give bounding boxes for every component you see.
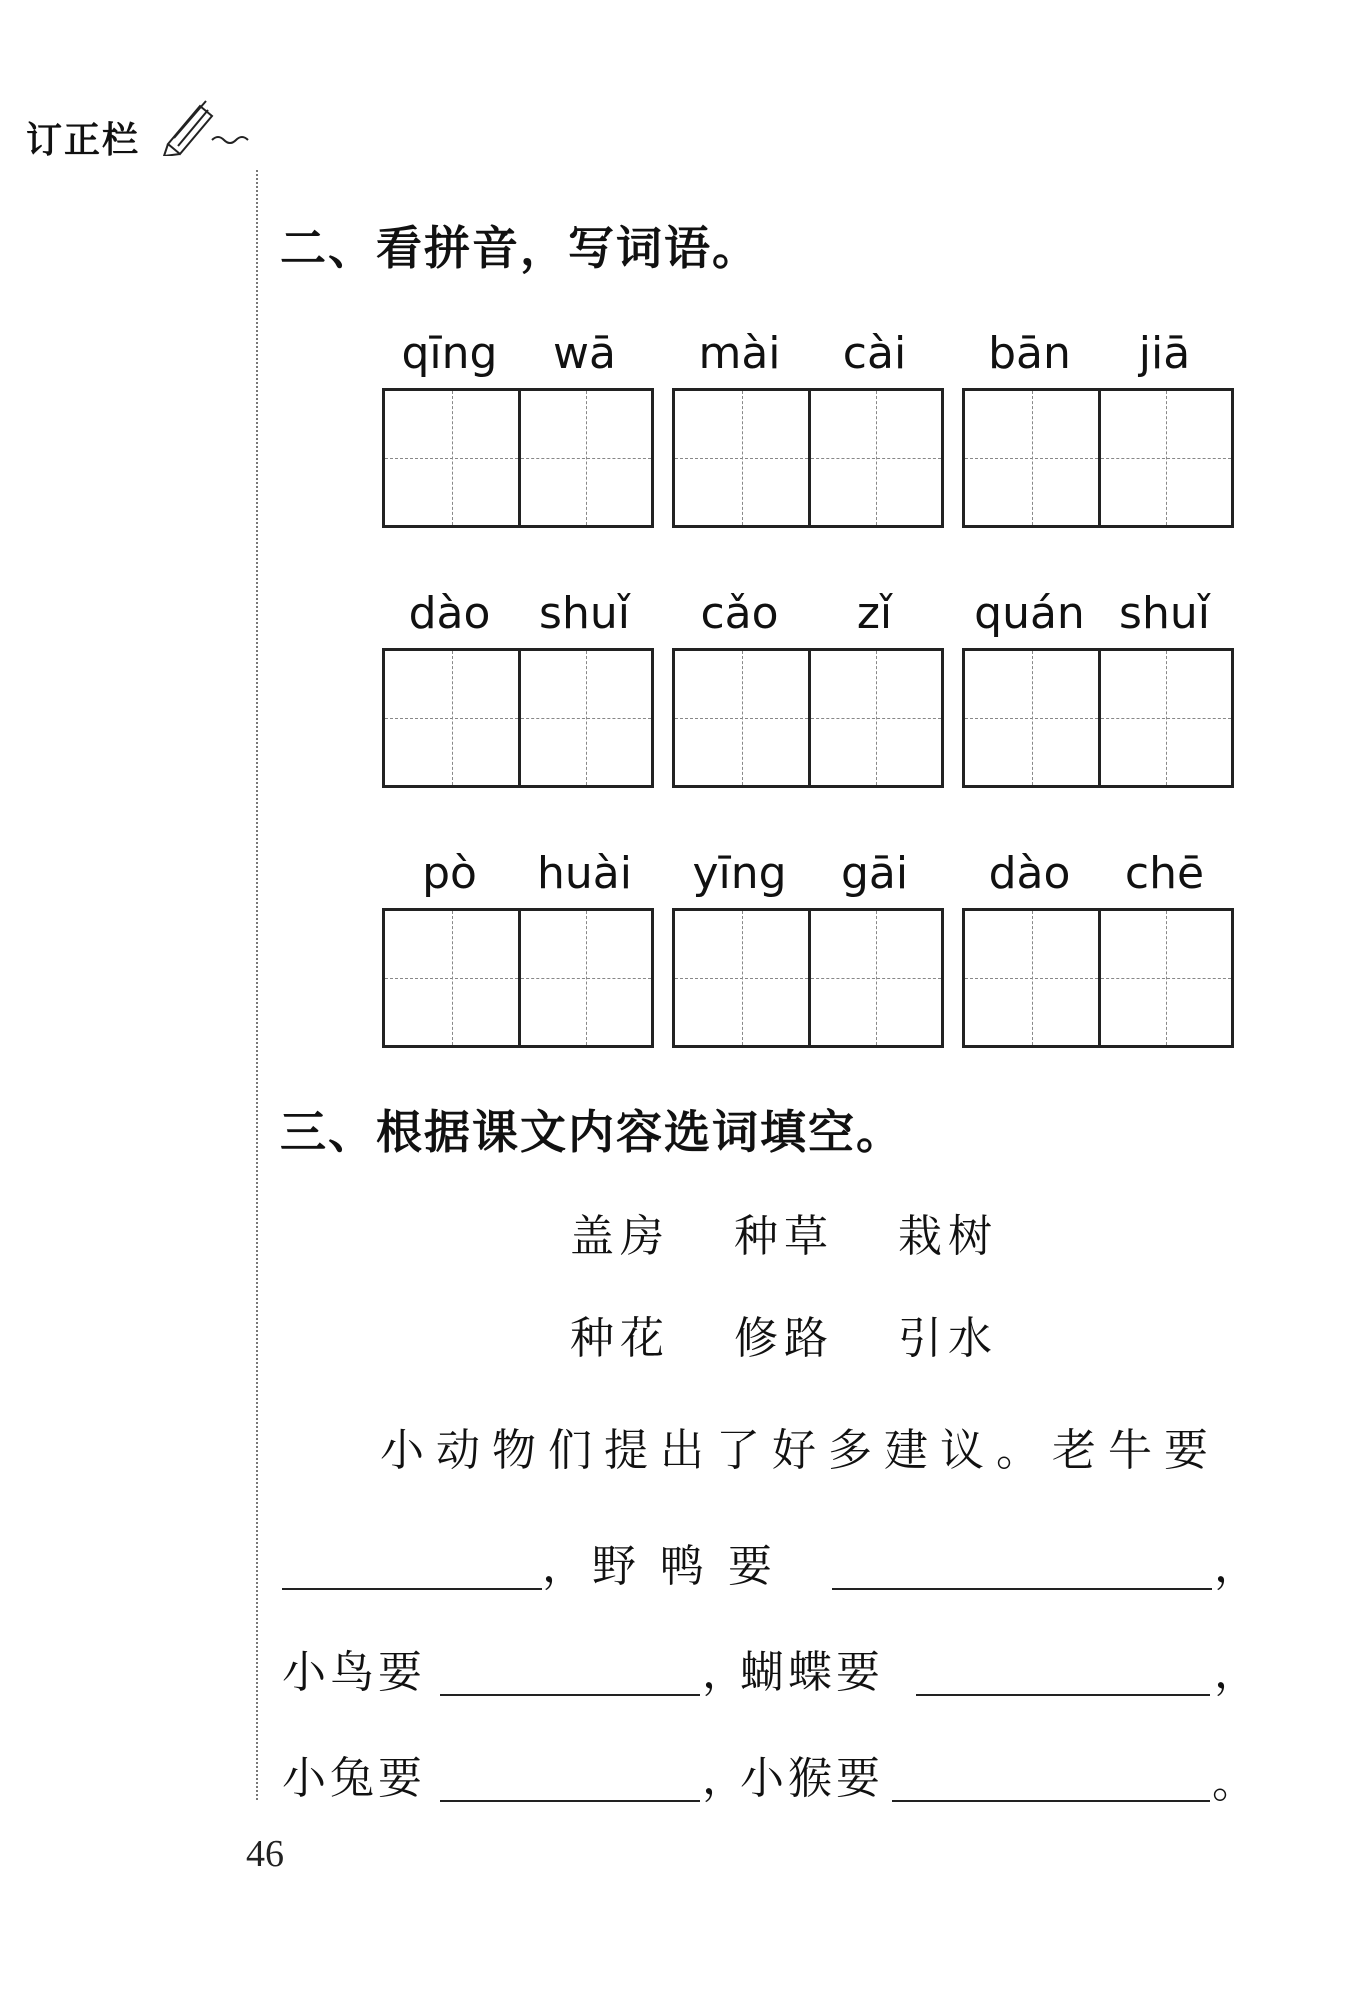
label-hudie: 蝴蝶要 <box>740 1647 884 1698</box>
period: 。 <box>1212 1757 1256 1808</box>
pinyin: quán <box>974 588 1085 639</box>
writing-grid[interactable] <box>672 908 944 1048</box>
pinyin: zǐ <box>856 588 893 639</box>
pinyin: bān <box>988 328 1071 379</box>
answer-blank-xiaotu[interactable] <box>440 1800 700 1802</box>
pinyin: wā <box>553 328 616 379</box>
writing-grid[interactable] <box>382 388 654 528</box>
answer-blank-laoniu[interactable] <box>282 1588 542 1590</box>
margin-divider <box>256 170 258 1800</box>
pinyin: huài <box>537 848 632 899</box>
comma: ， <box>1214 1647 1258 1698</box>
pinyin: yīng <box>692 848 787 899</box>
section-2-title: 二、看拼音，写词语。 <box>280 221 760 275</box>
answer-blank-hudie[interactable] <box>916 1694 1210 1696</box>
pinyin: chē <box>1124 848 1205 899</box>
word-bank-line-1 <box>570 1200 998 1264</box>
word-bank-item: 种草 <box>734 1211 834 1262</box>
word-bank-item: 种花 <box>570 1313 670 1364</box>
pinyin: jiā <box>1138 328 1191 379</box>
comma: ， <box>1214 1541 1258 1592</box>
pinyin: cài <box>842 328 907 379</box>
answer-blank-xiaohou[interactable] <box>892 1800 1210 1802</box>
writing-grid[interactable] <box>672 648 944 788</box>
word-bank-item: 盖房 <box>570 1211 670 1262</box>
writing-grid[interactable] <box>962 648 1234 788</box>
writing-grid[interactable] <box>962 388 1234 528</box>
label-xiaotu: 小兔要 <box>282 1753 426 1804</box>
pinyin: cǎo <box>700 588 779 639</box>
comma: ， <box>542 1541 586 1592</box>
label-xiaoniao: 小鸟要 <box>282 1647 426 1698</box>
pinyin: dào <box>408 588 491 639</box>
section-3-title: 三、根据课文内容选词填空。 <box>280 1105 904 1159</box>
pinyin: qīng <box>401 328 498 379</box>
writing-grid[interactable] <box>962 908 1234 1048</box>
answer-blank-yeya[interactable] <box>832 1588 1212 1590</box>
pinyin: shuǐ <box>539 588 630 639</box>
pencil-icon <box>160 96 250 156</box>
comma: ， <box>702 1647 746 1698</box>
pinyin: pò <box>422 848 477 899</box>
label-yeya: 野鸭要 <box>592 1541 796 1592</box>
word-bank-item: 修路 <box>734 1313 834 1364</box>
comma: ， <box>702 1753 746 1804</box>
writing-grid[interactable] <box>382 908 654 1048</box>
label-xiaohou: 小猴要 <box>740 1753 884 1804</box>
pinyin: shuǐ <box>1119 588 1210 639</box>
margin-label: 订正栏 <box>26 120 141 161</box>
pinyin: dào <box>988 848 1071 899</box>
word-bank-item: 引水 <box>898 1313 998 1364</box>
passage-line-1: 小动物们提出了好多建议。老牛要 <box>380 1425 1220 1476</box>
pinyin: mài <box>698 328 781 379</box>
page-number: 46 <box>246 1833 284 1875</box>
word-bank-item: 栽树 <box>898 1211 998 1262</box>
writing-grid[interactable] <box>672 388 944 528</box>
writing-grid[interactable] <box>382 648 654 788</box>
answer-blank-xiaoniao[interactable] <box>440 1694 700 1696</box>
pinyin: gāi <box>840 848 909 899</box>
word-bank-line-2 <box>570 1302 998 1366</box>
